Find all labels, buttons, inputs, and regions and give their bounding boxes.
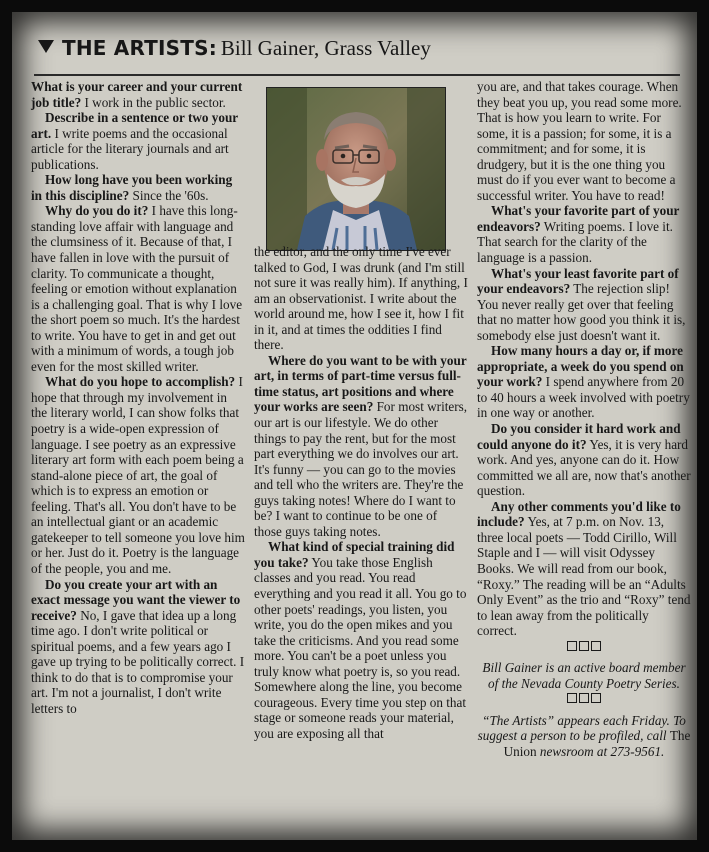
footer-text: “The Artists” appears each Friday. To suggest a person to be profiled, call xyxy=(477,712,686,744)
answer: No, I gave that idea up a long time ago. I don't write political or spiritual poems, and a few years ago I gave up trying to be politically correct. I think to do that is to compromise your art. I'm not a journalist, I don't write letters to xyxy=(31,607,245,716)
question: Any other comments you'd like to include? xyxy=(477,498,681,530)
question: What kind of special training did you take? xyxy=(254,539,455,570)
newspaper-clipping xyxy=(12,12,697,840)
box-ornament-icon xyxy=(567,693,577,703)
question: How long have you been working in this discipline? xyxy=(31,172,233,203)
answer: you are, and that takes courage. When they beat you up, you read some more. That is how you learn to write. For some, it is a passion; for some, it is a commitment; and for some, it is drudgery, but it is the one thing you must do if you ever want to become a successful writer. You have to read! xyxy=(477,79,682,203)
qa-paragraph xyxy=(477,203,691,265)
question: Do you create your art with an exact message you want the viewer to receive? xyxy=(31,576,241,623)
section-divider xyxy=(477,641,691,657)
triangle-bullet-icon xyxy=(38,40,54,53)
section-kicker: THE ARTISTS: xyxy=(62,36,217,60)
question: Describe in a sentence or two your art. xyxy=(31,110,238,141)
question: What's your favorite part of your endeavors? xyxy=(477,203,680,234)
box-ornament-icon xyxy=(579,641,589,651)
qa-paragraph xyxy=(254,244,468,353)
answer: Yes, at 7 p.m. on Nov. 13, three local poets — Todd Cirillo, Will Staple and I — will visit Odyssey Books. We will read from our book, “Roxy.” The reading will be an “Adults Only Event” as the trio and “Roxy” tend to lean away from the politically correct. xyxy=(477,514,691,639)
answer: For most writers, our art is our lifestyle. We do other things to pay the rent, but for the most part everything we do involves our art. It's funny — you can go to the movies and tell who the writers are. They're the guys taking notes! Where do I want to be? I want to continue to be one of those guys taking notes. xyxy=(254,399,468,539)
article-column-1 xyxy=(31,79,245,716)
answer: I have this long-standing love affair with language and the clumsiness of it. Because of that, I have fallen in love with the pursuit of clarity. To communicate a thought, feeling or emotion without explanation is a challenging goal. That is why I love the short poem so much. It's the hardest to write. You have to get in and get out with a minimum of words, a tough job even for the most skilled writer. xyxy=(31,203,243,374)
box-ornament-icon xyxy=(591,641,601,651)
article-column-3 xyxy=(477,79,691,760)
qa-paragraph xyxy=(31,374,245,576)
answer: Since the '60s. xyxy=(129,187,209,203)
column-footer xyxy=(477,713,691,760)
qa-paragraph xyxy=(31,110,245,172)
answer: Yes, it is very hard work. And yes, anyone can do it. How committed we all are, now that's another question. xyxy=(477,436,691,499)
qa-paragraph xyxy=(254,539,468,741)
qa-paragraph xyxy=(31,172,245,203)
qa-paragraph xyxy=(477,499,691,639)
question: What do you hope to accomplish? xyxy=(45,374,236,390)
section-divider xyxy=(477,693,691,709)
answer: I work in the public sector. xyxy=(81,94,226,110)
answer: The rejection slip! You never really get over that feeling that no matter how good you think it is, somebody else just doesn't want it. xyxy=(477,281,686,343)
box-ornament-icon xyxy=(579,693,589,703)
answer: the editor, and the only time I've ever talked to God, I was drunk (and I'm still not sure it was really him). If anything, I am an observationist. I write about the world around me, how I see it, how I fit in it, and at times the oddities I find there. xyxy=(254,244,468,353)
question: How many hours a day or, if more appropriate, a week do you spend on your work? xyxy=(477,343,684,390)
answer: Writing poems. I love it. That search for the clarity of the language is a passion. xyxy=(477,218,673,266)
question: Do you consider it hard work and could anyone do it? xyxy=(477,421,681,452)
header-rule xyxy=(34,74,680,76)
artist-name: Bill Gainer, Grass Valley xyxy=(220,36,431,60)
portrait-image xyxy=(267,88,445,250)
answer: I spend anywhere from 20 to 40 hours a week involved with poetry in one way or another. xyxy=(477,374,690,421)
newspaper-name: The Union xyxy=(503,728,691,759)
question: What is your career and your current job title? xyxy=(31,79,243,110)
footer-contact: newsroom at 273-9561. xyxy=(536,743,665,759)
author-bio: Bill Gainer is an active board member of the Nevada County Poetry Series. xyxy=(482,660,686,691)
section-header xyxy=(38,36,678,74)
qa-paragraph xyxy=(477,343,691,421)
box-ornament-icon xyxy=(591,693,601,703)
box-ornament-icon xyxy=(567,641,577,651)
answer: I write poems and the occasional article for the literary journals and art publications. xyxy=(31,125,229,172)
qa-paragraph xyxy=(477,266,691,344)
answer: I hope that through my involvement in the literary world, I can show folks that poetry is a wide-open expression of language. I see poetry as an expressive literary art form with each poem being a stand-alone piece of art, the goal of which is to express an emotion or feeling. That's all. You don't have to be an intellectual giant or an academic gatekeeper to tell someone you love him or her. Just do it. Poetry is the language of the people, you and me. xyxy=(31,374,245,576)
artist-photo xyxy=(266,87,446,251)
question: Where do you want to be with your art, in terms of part-time versus full-time status, art positions and where your works are seen? xyxy=(254,352,467,415)
question: What's your least favorite part of your endeavors? xyxy=(477,265,679,297)
qa-paragraph xyxy=(477,421,691,499)
answer: You take those English classes and you read. You read everything and you read it all. You go to other poets' readings, you listen, you write, you do the open mikes and you take the criticisms. And you read some more. You can't be a poet unless you truly know what poetry is, so you read. Somewhere along the line, you become courageous. Every time you step on that stage or someone reads your material, you are exposing all that xyxy=(254,554,467,741)
article-column-2 xyxy=(254,244,468,742)
qa-paragraph xyxy=(31,577,245,717)
question: Why do you do it? xyxy=(45,203,149,219)
qa-paragraph xyxy=(477,79,691,203)
qa-paragraph xyxy=(254,353,468,540)
qa-paragraph xyxy=(31,203,245,374)
qa-paragraph xyxy=(31,79,245,110)
